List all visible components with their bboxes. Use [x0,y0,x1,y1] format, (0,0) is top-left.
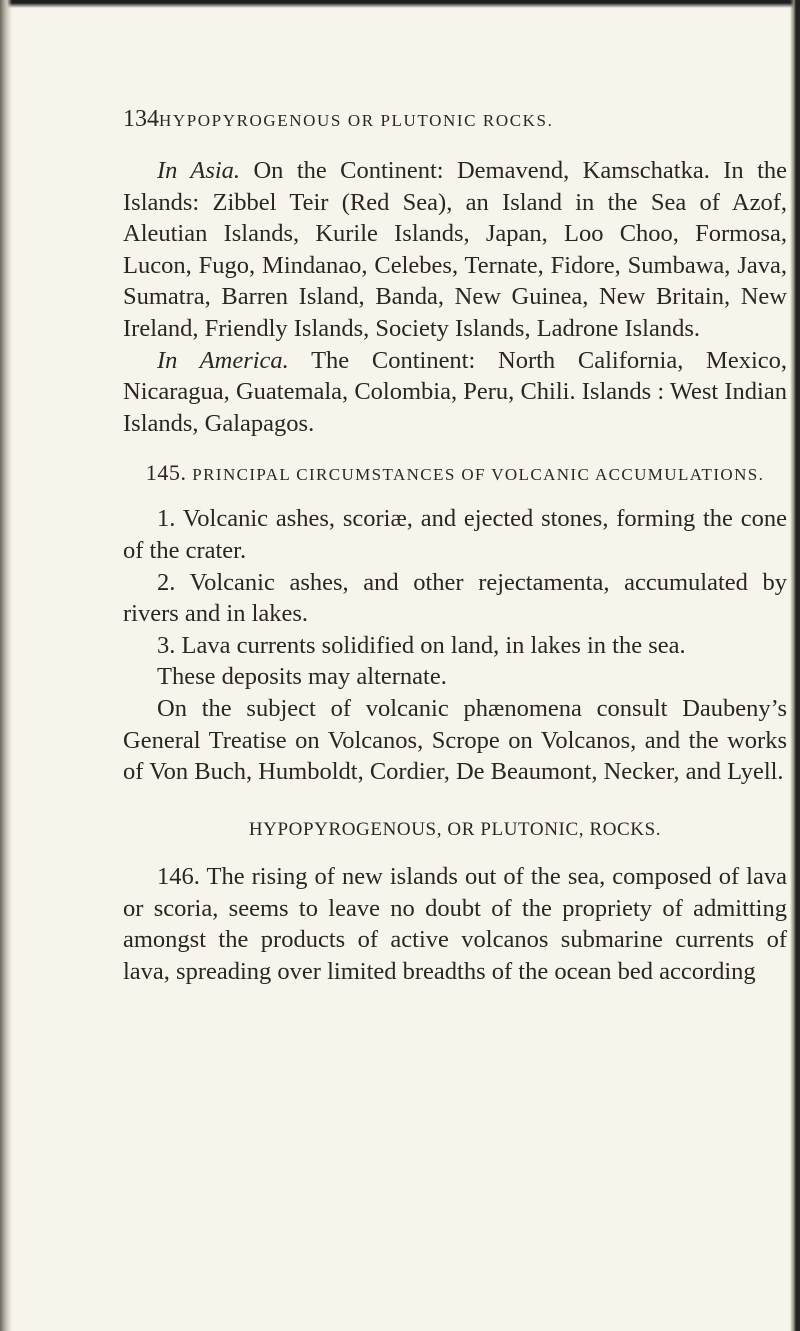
page-right-edge-shadow [790,0,800,1331]
running-head-title: HYPOPYROGENOUS OR PLUTONIC ROCKS. [159,111,554,130]
section-145-number: 145. [145,460,187,486]
body-text [123,155,787,988]
list-item: 3. Lava currents solidified on land, in lakes in the sea. [157,631,686,659]
page-top-shadow [0,0,800,8]
list-item: 1. Volcanic ashes, scoriæ, and ejected stones, forming the cone of the crater. [123,505,787,564]
section-146-paragraph: 146. The rising of new islands out of the sea, composed of lava or scoria, seems to leave no doubt of the propriety of admitting amongst the products of active volcanos submarine currents of lava, spreading over limited breadths of the ocean bed according [123,863,787,986]
asia-text: On the Continent: Demavend, Kamschatka. In the Islands: Zibbel Teir (Red Sea), an Island in the Sea of Azof, Aleutian Islands, Kurile Islands, Japan, Loo Choo, Formosa, Lucon, Fugo, Mindanao, Celebes, Ternate, Fidore, Sumbawa, Java, Sumatra, Barren Island, Banda, New Guinea, New Britain, New Ireland, Friendly Islands, Society Islands, Ladrone Islands. [123,157,788,342]
page-number: 134 [123,106,159,132]
alternate-note: These deposits may alternate. [157,663,447,691]
section-title: HYPOPYROGENOUS, OR PLUTONIC, ROCKS. [248,818,662,840]
page-left-gutter-shadow [0,0,12,1331]
reference-note: On the subject of volcanic phænomena consult Daubeny’s General Treatise on Volcanos, Scrope on Volcanos, and the works of Von Buch, Humboldt, Cordier, De Beaumont, Necker, and Lyell. [123,694,787,786]
asia-label: In Asia. [157,157,241,184]
america-paragraph [123,345,787,440]
section-145-heading [123,459,787,489]
list-item: 2. Volcanic ashes, and other rejectamenta, accumulated by rivers and in lakes. [123,568,787,628]
asia-paragraph [123,155,787,345]
running-head [123,106,763,136]
america-label: In America. [157,346,289,374]
section-145-heading-text: PRINCIPAL CIRCUMSTANCES OF VOLCANIC ACCUMULATIONS. [192,465,765,485]
america-text: The Continent: North California, Mexico, Nicaragua, Guatemala, Colombia, Peru, Chili. Islands : West Indian Islands, Galapagos. [123,346,787,437]
